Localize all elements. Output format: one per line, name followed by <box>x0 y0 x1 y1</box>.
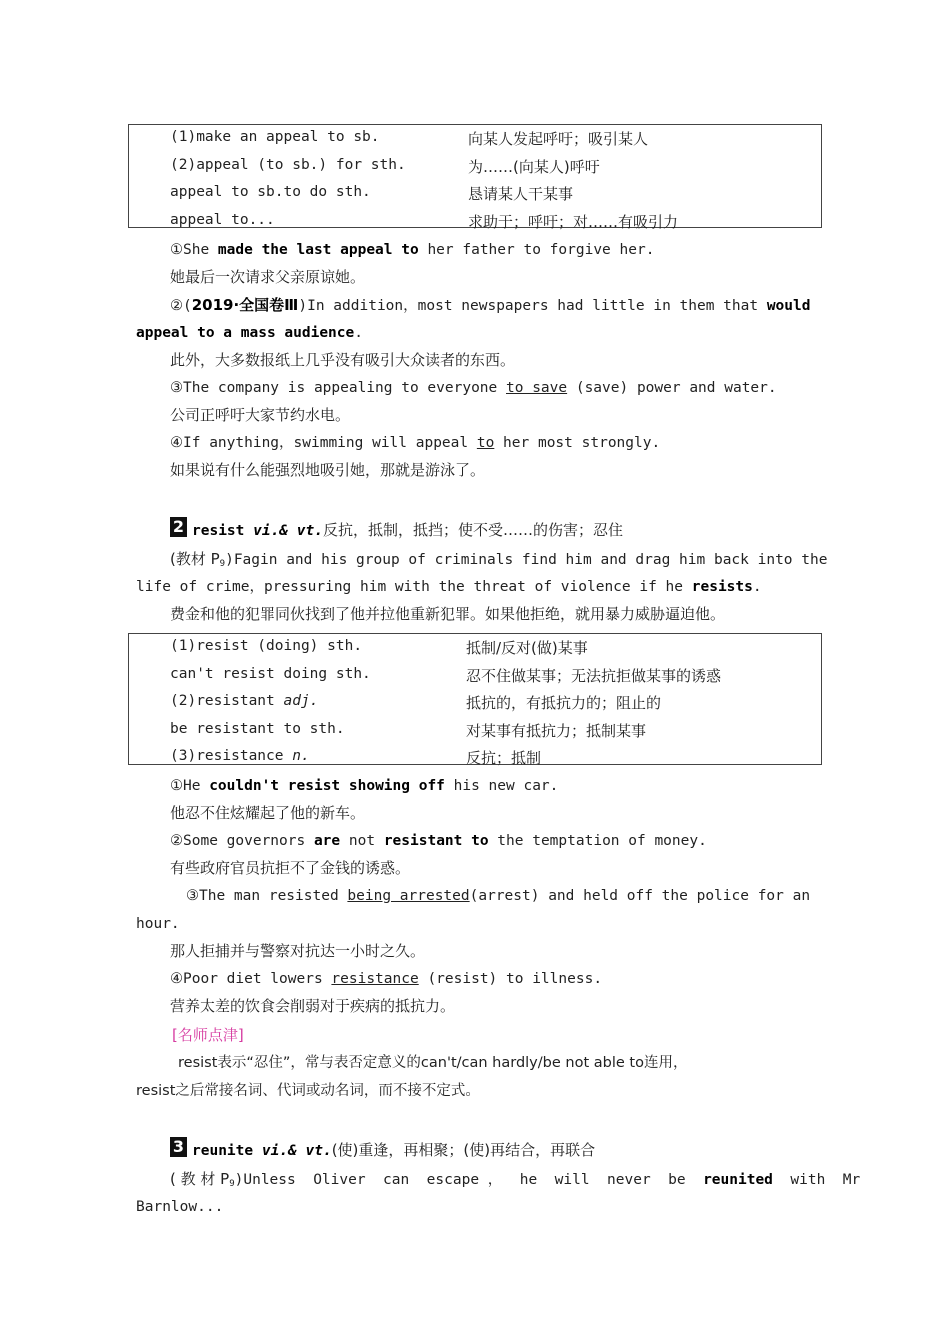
example-translation: 费金和他的犯罪同伙找到了他并拉他重新犯罪。如果他拒绝，就用暴力威胁逼迫他。 <box>170 605 726 623</box>
example-translation: 那人拒捕并与警察对抗达一小时之久。 <box>170 942 426 960</box>
section-number-badge: 2 <box>170 517 187 537</box>
textbook-source-cont: Barnlow... <box>136 1199 224 1215</box>
table-row: (3)resistance n. 反抗；抵制 <box>170 748 542 768</box>
section-number-badge: 3 <box>170 1137 187 1157</box>
example-sentence: ②(2019·全国卷Ⅲ)In addition，most newspapers had little in them that would <box>170 296 811 314</box>
example-translation: 如果说有什么能强烈地吸引她，那就是游泳了。 <box>170 461 486 479</box>
table-row: (2)appeal (to sb.) for sth. 为……(向某人)呼吁 <box>170 156 600 176</box>
example-translation: 有些政府官员抗拒不了金钱的诱惑。 <box>170 859 411 877</box>
textbook-source: ( 教 材 $P_9)Unless$ Oliver can escape ， he will never be reunited with Mr <box>170 1170 861 1189</box>
resist-usage-table <box>128 633 822 768</box>
example-sentence-cont: appeal to a mass audience. <box>136 325 363 341</box>
textbook-source-cont: life of crime，pressuring him with the threat of violence if he resists. <box>136 579 762 595</box>
table-row: (2)resistant adj. 抵抗的，有抵抗力的；阻止的 <box>170 693 662 713</box>
tip-text: resist表示“忍住”，常与表否定意义的can't/can hardly/be not able to连用， <box>178 1055 688 1071</box>
example-translation: 此外，大多数报纸上几乎没有吸引大众读者的东西。 <box>170 351 516 369</box>
example-translation: 他忍不住炫耀起了他的新车。 <box>170 804 366 822</box>
teacher-tip-label: [名师点津] <box>172 1026 244 1044</box>
example-translation: 公司正呼吁大家节约水电。 <box>170 406 351 424</box>
appeal-usage-table <box>128 124 822 231</box>
example-sentence-cont: hour. <box>136 916 180 932</box>
table-row: be resistant to sth. 对某事有抵抗力；抵制某事 <box>170 720 647 740</box>
textbook-source: (教材 $P_9)Fagin$ and his group of criminals find him and drag him back into the <box>170 550 828 569</box>
table-row: can't resist doing sth. 忍不住做某事；无法抗拒做某事的诱惑 <box>170 665 722 685</box>
table-row: appeal to... 求助于；呼吁；对……有吸引力 <box>170 211 679 231</box>
example-translation: 她最后一次请求父亲原谅她。 <box>170 268 366 286</box>
example-sentence: ①He couldn't resist showing off his new car. <box>170 778 559 794</box>
table-row: appeal to sb.to do sth. 恳请某人干某事 <box>170 184 574 204</box>
tip-text-cont: resist之后常接名词、代词或动名词，而不接不定式。 <box>136 1083 480 1099</box>
example-sentence: ①She made the last appeal to her father to forgive her. <box>170 242 655 258</box>
example-sentence: ②Some governors are not resistant to the temptation of money. <box>170 833 707 849</box>
table-row: (1)make an appeal to sb. 向某人发起呼吁；吸引某人 <box>170 129 649 148</box>
example-translation: 营养太差的饮食会削弱对于疾病的抵抗力。 <box>170 997 456 1015</box>
example-sentence: ④If anything，swimming will appeal to her most strongly. <box>170 435 661 451</box>
example-sentence: ③The man resisted being arrested(arrest) and held off the police for an <box>186 888 811 904</box>
table-row: (1)resist (doing) sth. 抵制/反对(做)某事 <box>170 638 588 657</box>
section-heading: reunite vi.& vt.(使)重逢，再相聚；(使)再结合，再联合 <box>192 1141 596 1159</box>
section-heading: resist vi.& vt.反抗，抵制，抵挡；使不受……的伤害；忍住 <box>192 521 623 539</box>
example-sentence: ③The company is appealing to everyone to save (save) power and water. <box>170 380 777 396</box>
example-sentence: ④Poor diet lowers resistance (resist) to illness. <box>170 971 603 987</box>
